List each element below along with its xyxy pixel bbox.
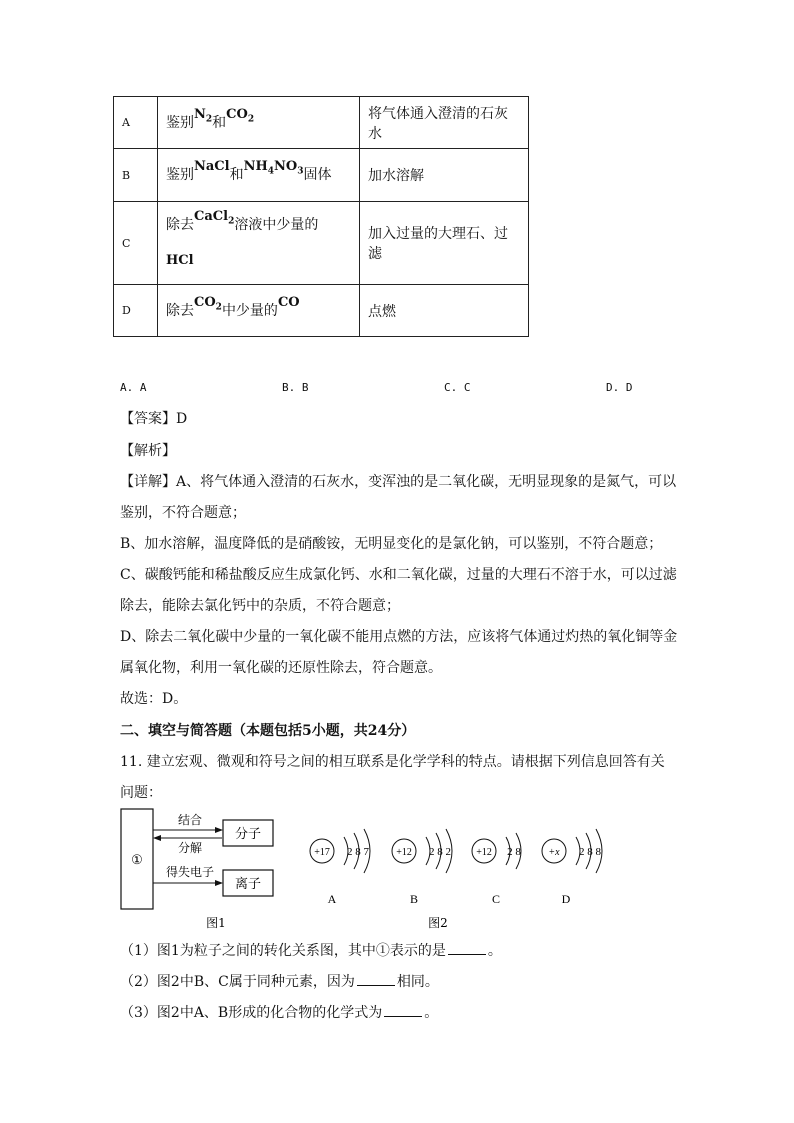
atom-b: [392, 829, 452, 906]
molecule-label: 分子: [234, 827, 262, 842]
row-letter: A: [114, 97, 158, 149]
row-content: 鉴别NaCl和$NH_4NO_3$固体: [158, 149, 360, 202]
decompose-label: 分解: [177, 841, 203, 855]
choice-d: D. D: [606, 381, 633, 394]
row-letter: C: [114, 202, 158, 285]
answer: 【答案】D: [120, 411, 188, 427]
electron-transfer-label: 得失电子: [165, 865, 215, 879]
options-table: [113, 96, 529, 337]
figure-2: [300, 815, 620, 933]
svg-text:2 8 7: 2 8 7: [347, 846, 369, 858]
question-11-cont: 问题：: [120, 785, 162, 801]
table-row: [114, 202, 529, 285]
ion-label: 离子: [234, 877, 262, 892]
atom-c-label: C: [491, 892, 501, 906]
detail-line: B、加水溶解，温度降低的是硝酸铵，无明显变化的是氯化钠，可以鉴别，不符合题意；: [120, 536, 663, 552]
detail-line: D、除去二氧化碳中少量的一氧化碳不能用点燃的方法，应该将气体通过灼热的氧化铜等金: [120, 629, 678, 645]
atom-b-label: B: [409, 892, 419, 906]
question-11: 11. 建立宏观、微观和符号之间的相互联系是化学学科的特点。请根据下列信息回答有关: [120, 754, 665, 770]
table-row: [114, 97, 529, 149]
choice-c: C. C: [444, 381, 471, 394]
row-content: 鉴别$N_2$和$CO_2$: [158, 97, 360, 149]
sub-question-2: （2）图2中B、C属于同种元素，因为 相同。: [120, 974, 439, 990]
row-content: 除去CaCl$_2$溶液中少量的 HCl: [158, 202, 360, 285]
detail-line: 除去，能除去氯化钙中的杂质，不符合题意；: [120, 598, 400, 614]
row-letter: D: [114, 285, 158, 337]
atom-d: [542, 829, 602, 906]
fig1-box-label: ①: [131, 853, 143, 868]
svg-text:+x: +x: [548, 847, 560, 858]
svg-text:+17: +17: [314, 847, 330, 858]
row-content: 除去$CO_2$中少量的CO: [158, 285, 360, 337]
answer-blank[interactable]: [448, 942, 486, 955]
atom-d-label: D: [561, 892, 571, 906]
row-method: 加水溶解: [360, 149, 529, 202]
answer-blank[interactable]: [384, 1004, 422, 1017]
svg-text:2 8: 2 8: [507, 846, 521, 858]
sub-question-3: （3）图2中A、B形成的化合物的化学式为 。: [120, 1005, 439, 1021]
section-heading: 二、填空与简答题（本题包括5小题，共24分）: [120, 723, 416, 739]
fig2-caption: 图2: [428, 916, 448, 930]
atom-c: [472, 833, 521, 906]
svg-text:2 8 2: 2 8 2: [429, 846, 451, 858]
row-letter: B: [114, 149, 158, 202]
atom-a: [310, 829, 370, 906]
table-row: [114, 149, 529, 202]
atom-a-label: A: [327, 892, 337, 906]
row-method: 加入过量的大理石、过滤: [360, 202, 529, 285]
detail-line: 故选：D。: [120, 691, 188, 707]
detail-line: 【详解】A、将气体通入澄清的石灰水，变浑浊的是二氧化碳，无明显现象的是氮气，可以: [120, 474, 677, 490]
table-row: [114, 285, 529, 337]
svg-text:2 8 8: 2 8 8: [579, 846, 601, 858]
choice-b: B. B: [282, 381, 309, 394]
svg-text:+12: +12: [396, 847, 412, 858]
detail-line: C、碳酸钙能和稀盐酸反应生成氯化钙、水和二氧化碳，过量的大理石不溶于水，可以过滤: [120, 567, 677, 583]
sub-question-1: （1）图1为粒子之间的转化关系图，其中①表示的是 。: [120, 943, 502, 959]
row-method: 将气体通入澄清的石灰水: [360, 97, 529, 149]
figure-1: [118, 806, 283, 932]
svg-text:+12: +12: [476, 847, 492, 858]
combine-label: 结合: [177, 813, 203, 827]
answer-blank[interactable]: [357, 973, 395, 986]
fig1-caption: 图1: [206, 916, 226, 930]
row-method: 点燃: [360, 285, 529, 337]
analysis-title: 【解析】: [120, 443, 176, 459]
choice-a: A. A: [120, 381, 147, 394]
detail-line: 鉴别，不符合题意；: [120, 505, 246, 521]
detail-line: 属氧化物，利用一氧化碳的还原性除去，符合题意。: [120, 660, 442, 676]
